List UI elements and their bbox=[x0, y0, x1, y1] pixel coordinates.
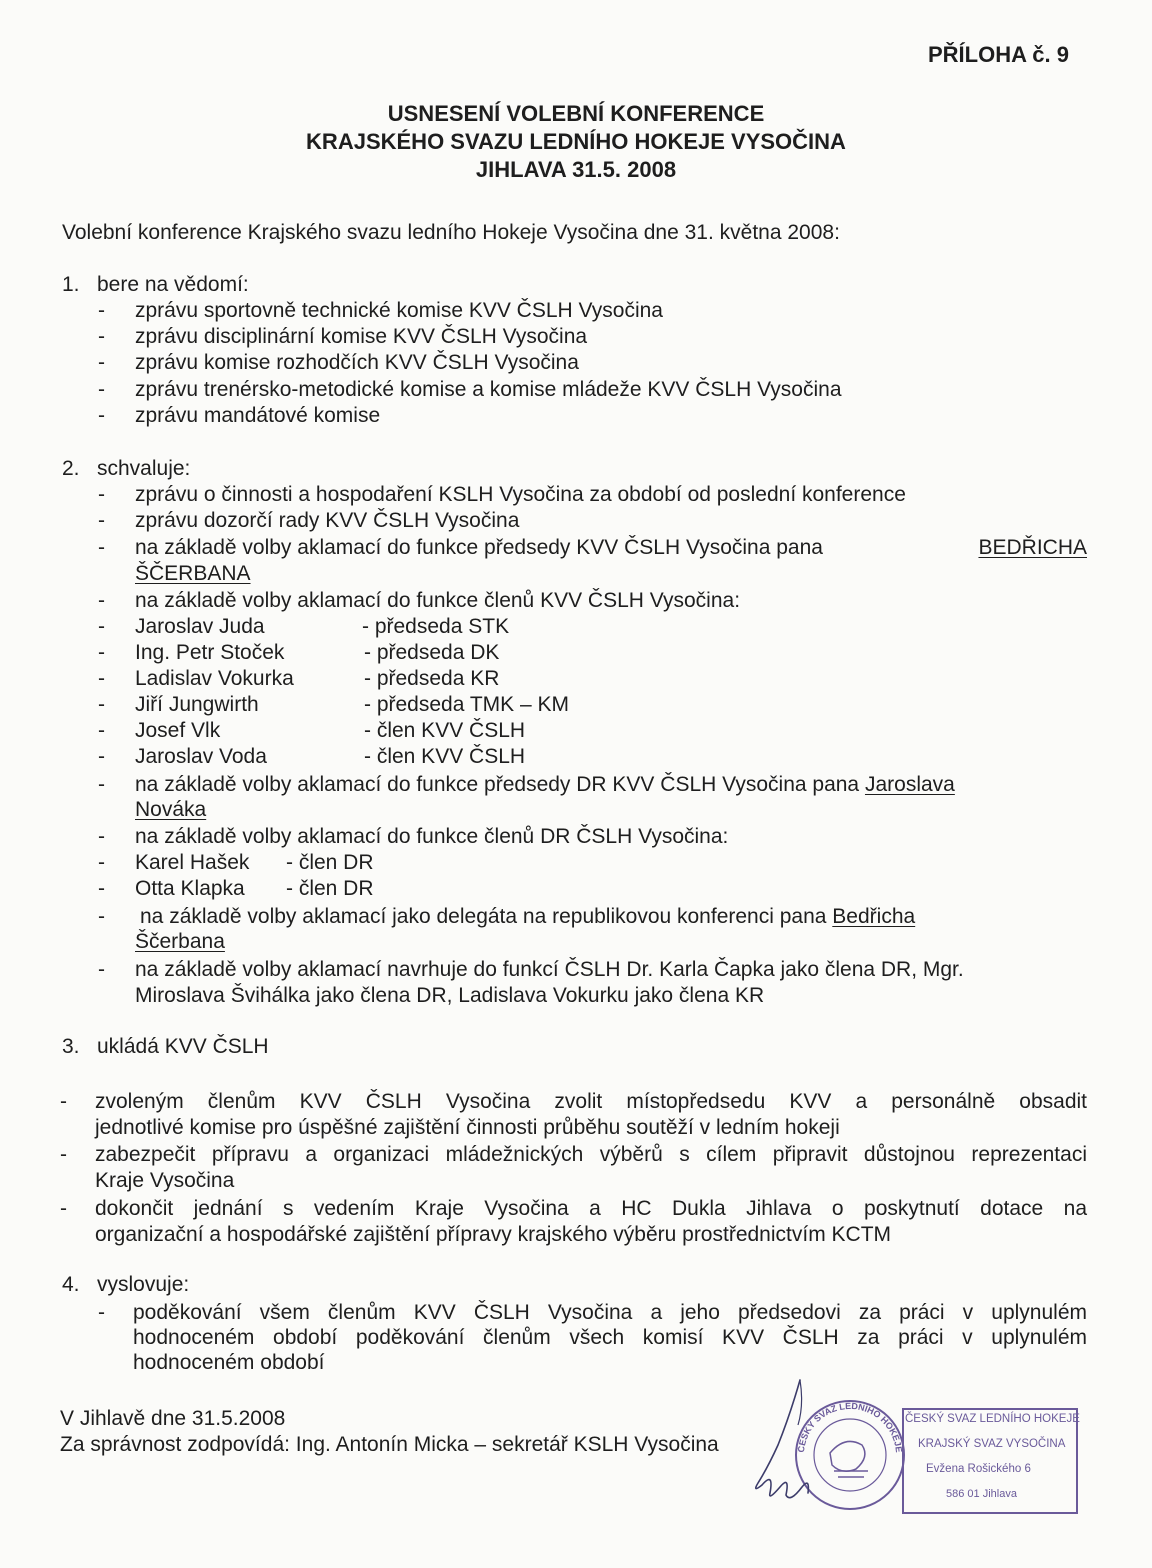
dr-member-role: - člen DR bbox=[286, 877, 374, 900]
stamp-line: KRAJSKÝ SVAZ VYSOČINA bbox=[918, 1438, 1066, 1450]
member-name: Ing. Petr Stoček bbox=[135, 641, 285, 664]
section-2-number: 2. bbox=[62, 457, 80, 480]
delegate-election-text: na základě volby aklamací jako delegáta na republikovou konferenci pana bbox=[140, 905, 827, 928]
section-2-item: na základě volby aklamací do funkce členů DR ČSLH Vysočina: bbox=[135, 825, 729, 848]
stamp-line: Evžena Rošického 6 bbox=[926, 1463, 1031, 1475]
section-2-item-delegate bbox=[140, 904, 915, 930]
dash: - bbox=[60, 1143, 67, 1166]
member-role: - předseda STK bbox=[362, 615, 510, 638]
dash: - bbox=[98, 958, 105, 981]
section-3-number: 3. bbox=[62, 1035, 80, 1058]
member-role: - člen KVV ČSLH bbox=[364, 745, 526, 768]
section-3-item-line: zabezpečit přípravu a organizaci mládežnických výběrů s cílem připravit důstojnou reprezentaci bbox=[95, 1143, 1087, 1166]
section-1-item: zprávu sportovně technické komise KVV ČSLH Vysočina bbox=[135, 299, 663, 322]
dash: - bbox=[98, 745, 105, 768]
address-stamp bbox=[902, 1408, 1078, 1514]
dash: - bbox=[98, 536, 105, 559]
dash: - bbox=[98, 351, 105, 374]
dash: - bbox=[98, 299, 105, 322]
member-role: - člen KVV ČSLH bbox=[364, 719, 526, 742]
section-3-item-line: dokončit jednání s vedením Kraje Vysočina a HC Dukla Jihlava o poskytnutí dotace na bbox=[95, 1197, 1087, 1220]
dash: - bbox=[98, 615, 105, 638]
dash: - bbox=[98, 905, 105, 928]
section-3-item-line: zvoleným členům KVV ČSLH Vysočina zvolit místopředsedu KVV a personálně obsadit bbox=[95, 1090, 1087, 1113]
dash: - bbox=[98, 589, 105, 612]
section-1-number: 1. bbox=[62, 273, 80, 296]
chairman-name-last: ŠČERBANA bbox=[135, 562, 251, 585]
section-3-heading: ukládá KVV ČSLH bbox=[97, 1035, 269, 1058]
member-name: Josef Vlk bbox=[135, 719, 221, 742]
section-1-item: zprávu disciplinární komise KVV ČSLH Vysočina bbox=[135, 325, 588, 348]
delegate-name-first: Bedřicha bbox=[832, 905, 916, 928]
section-1-item: zprávu komise rozhodčích KVV ČSLH Vysočina bbox=[135, 351, 579, 374]
section-2-item: zprávu o činnosti a hospodaření KSLH Vysočina za období od poslední konference bbox=[135, 483, 906, 506]
section-2-item: na základě volby aklamací do funkce členů KVV ČSLH Vysočina: bbox=[135, 589, 741, 612]
member-role: - předseda DK bbox=[364, 641, 500, 664]
title-line-1: USNESENÍ VOLEBNÍ KONFERENCE bbox=[387, 101, 765, 126]
dr-member-name: Otta Klapka bbox=[135, 877, 245, 900]
section-3-item-line: Kraje Vysočina bbox=[95, 1169, 235, 1192]
section-4-line: hodnoceném období poděkování členům všech komisí KVV ČSLH za práci v uplynulém bbox=[133, 1326, 1087, 1349]
dash: - bbox=[98, 667, 105, 690]
dr-member-name: Karel Hašek bbox=[135, 851, 250, 874]
section-2-item-chairman bbox=[135, 535, 1087, 561]
section-4-heading: vyslovuje: bbox=[97, 1273, 190, 1296]
section-2-heading: schvaluje: bbox=[97, 457, 191, 480]
section-3-item-line: jednotlivé komise pro úspěšné zajištění činnosti průběhu soutěží v ledním hokeji bbox=[95, 1116, 840, 1139]
dash: - bbox=[98, 404, 105, 427]
section-3-item-line: organizační a hospodářské zajištění přípravy krajského výběru prostřednictvím KCTM bbox=[95, 1223, 892, 1246]
member-name: Jaroslav Juda bbox=[135, 615, 265, 638]
dash: - bbox=[98, 851, 105, 874]
member-name: Jiří Jungwirth bbox=[135, 693, 259, 716]
section-2-item-nominations: na základě volby aklamací navrhuje do funkcí ČSLH Dr. Karla Čapka jako člena DR, Mgr. bbox=[135, 958, 964, 981]
member-name: Jaroslav Voda bbox=[135, 745, 267, 768]
dash: - bbox=[98, 825, 105, 848]
section-2-item-dr-chairman bbox=[135, 772, 955, 798]
dash: - bbox=[98, 877, 105, 900]
dash: - bbox=[98, 483, 105, 506]
signature bbox=[740, 1375, 840, 1505]
dash: - bbox=[98, 509, 105, 532]
dash: - bbox=[98, 641, 105, 664]
annex-label: PŘÍLOHA č. 9 bbox=[928, 42, 1069, 67]
chairman-name-first: BEDŘICHA bbox=[978, 536, 1087, 559]
section-4-line: hodnoceném období bbox=[133, 1351, 325, 1374]
dash: - bbox=[60, 1090, 67, 1113]
dash: - bbox=[98, 1301, 105, 1324]
section-2-item: zprávu dozorčí rady KVV ČSLH Vysočina bbox=[135, 509, 520, 532]
stamp-line: 586 01 Jihlava bbox=[946, 1488, 1017, 1500]
stamp-line: ČESKÝ SVAZ LEDNÍHO HOKEJE bbox=[905, 1413, 1080, 1425]
dr-member-role: - člen DR bbox=[286, 851, 374, 874]
dash: - bbox=[60, 1197, 67, 1220]
section-4-line: poděkování všem členům KVV ČSLH Vysočina a jeho předsedovi za práci v uplynulém bbox=[133, 1301, 1087, 1324]
section-1-item: zprávu trenérsko-metodické komise a komise mládeže KVV ČSLH Vysočina bbox=[135, 378, 842, 401]
intro-text: Volební konference Krajského svazu ledního Hokeje Vysočina dne 31. května 2008: bbox=[62, 221, 840, 244]
dash: - bbox=[98, 773, 105, 796]
chairman-election-text: na základě volby aklamací do funkce předsedy KVV ČSLH Vysočina pana bbox=[135, 536, 823, 559]
section-4-number: 4. bbox=[62, 1273, 80, 1296]
title-line-3: JIHLAVA 31.5. 2008 bbox=[475, 157, 677, 182]
section-1-heading: bere na vědomí: bbox=[97, 273, 249, 296]
dash: - bbox=[98, 325, 105, 348]
member-role: - předseda TMK – KM bbox=[364, 693, 570, 716]
dr-chairman-election-text: na základě volby aklamací do funkce předsedy DR KVV ČSLH Vysočina pana bbox=[135, 773, 860, 796]
dr-chairman-name-first: Jaroslava bbox=[864, 773, 955, 796]
member-name: Ladislav Vokurka bbox=[135, 667, 294, 690]
dash: - bbox=[98, 693, 105, 716]
section-2-item-nominations-cont: Miroslava Švihálka jako člena DR, Ladislava Vokurku jako člena KR bbox=[135, 984, 765, 1007]
dash: - bbox=[98, 719, 105, 742]
member-role: - předseda KR bbox=[364, 667, 500, 690]
delegate-name-last: Ščerbana bbox=[135, 930, 225, 953]
dr-chairman-name-last: Nováka bbox=[135, 798, 207, 821]
responsible-person: Za správnost zodpovídá: Ing. Antonín Micka – sekretář KSLH Vysočina bbox=[60, 1433, 719, 1456]
section-1-item: zprávu mandátové komise bbox=[135, 404, 381, 427]
dash: - bbox=[98, 378, 105, 401]
place-date: V Jihlavě dne 31.5.2008 bbox=[60, 1407, 286, 1430]
title-line-2: KRAJSKÉHO SVAZU LEDNÍHO HOKEJE VYSOČINA bbox=[306, 129, 846, 154]
seal-text: ČESKÝ SVAZ LEDNÍHO HOKEJE bbox=[796, 1400, 904, 1453]
